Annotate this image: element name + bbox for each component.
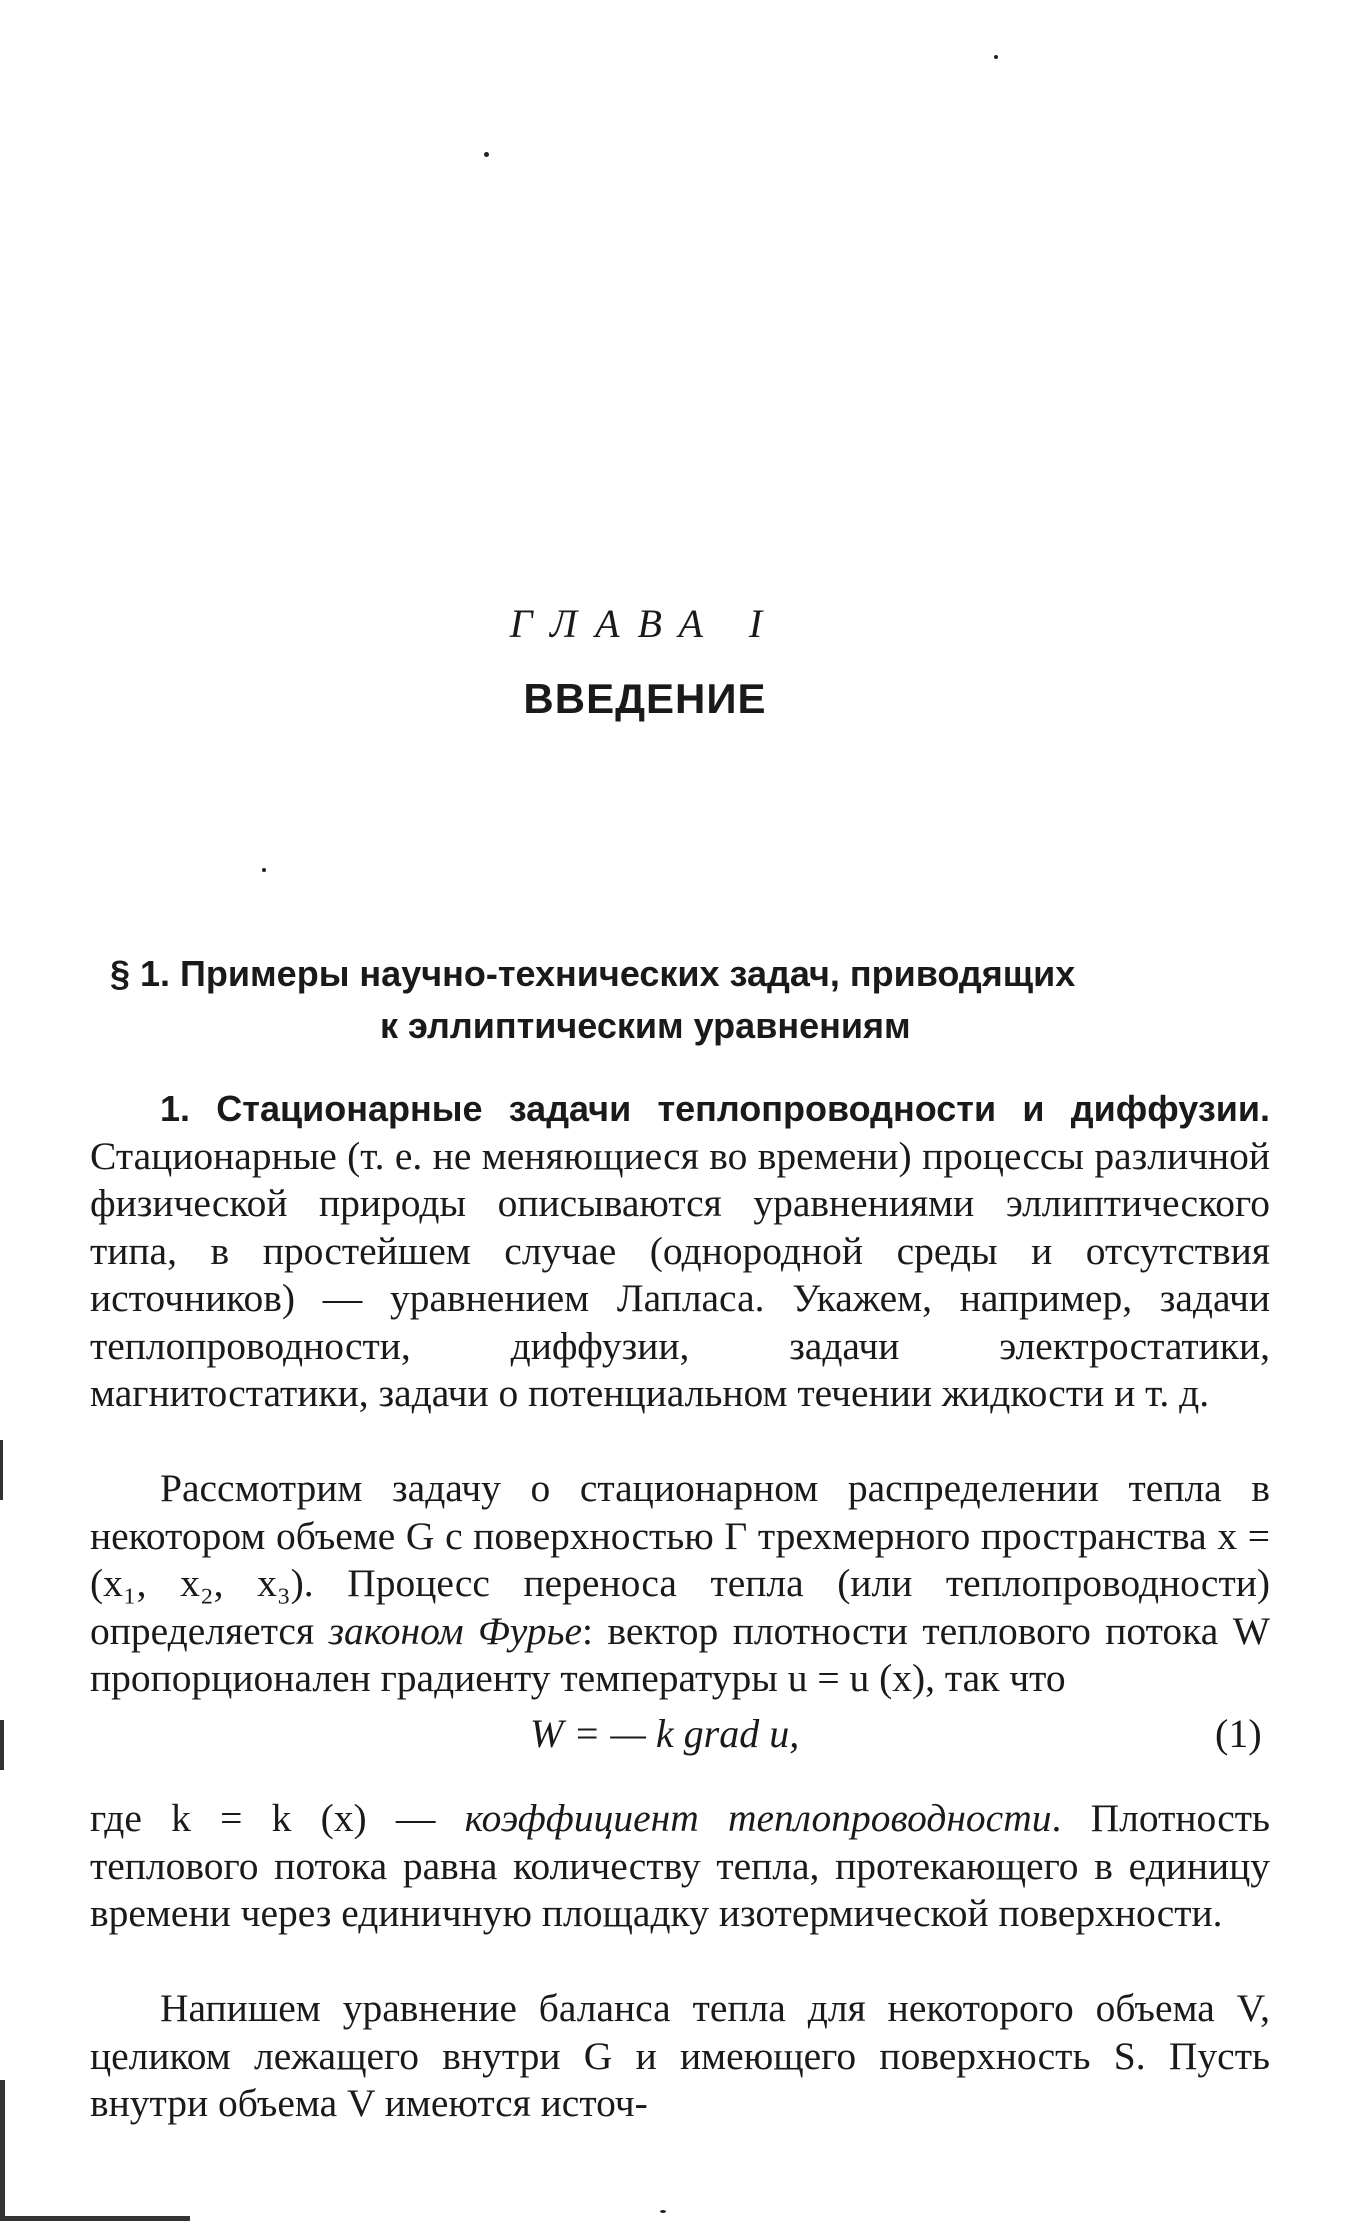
- paragraph-4-text: Напишем уравнение баланса тепла для некоторого объема V, целиком лежащего внутри G и имеющего поверхность S. Пусть внутри объема V имеются источ-: [90, 1986, 1270, 2125]
- scan-edge-mark: [0, 2216, 190, 2221]
- conductivity-term: коэффициент теплопроводности: [464, 1796, 1052, 1840]
- scan-speck: [994, 55, 998, 59]
- scan-edge-mark: [0, 1720, 4, 1770]
- subsection-heading: 1. Стационарные задачи теплопроводности и диффузии.: [160, 1088, 1270, 1129]
- paragraph-1-text: Стационарные (т. е. не меняющиеся во времени) процессы различной физической природы описываются уравнениями эллиптического типа, в простейшем случае (однородной среды и отсутствия источников) — уравнением Лапласа. Укажем, например, задачи теплопроводности, диффузии, задачи электростатики, магнитостатики, задачи о потенциальном течении жидкости и т. д.: [90, 1133, 1270, 1415]
- formula-1: [0, 1710, 1369, 1765]
- paragraph-3-text-a: где k = k (x) —: [90, 1796, 465, 1840]
- formula-number: (1): [1215, 1711, 1262, 1756]
- section-heading-line1: § 1. Примеры научно-технических задач, приводящих: [110, 953, 1076, 994]
- paragraph-3: [90, 1795, 1270, 1938]
- paragraph-2: [90, 1465, 1270, 1703]
- paragraph-4: [90, 1985, 1270, 2128]
- scan-speck: [484, 152, 489, 157]
- section-heading: [110, 948, 1290, 1052]
- scan-edge-mark: [0, 1440, 3, 1500]
- chapter-label: ГЛАВА I: [509, 601, 781, 646]
- paragraph-2-text-a: Рассмотрим задачу о стационарном распределении тепла в некотором объеме G с поверхностью Γ трехмерного пространства x = (x₁, x₂, x₃). Процесс переноса тепла (или теплопроводности) определяется: [90, 1466, 1270, 1653]
- scan-edge-mark: [0, 2080, 5, 2220]
- chapter-title: ВВЕДЕНИЕ: [523, 675, 767, 722]
- section-heading-line2: к эллиптическим уравнениям: [380, 1005, 911, 1046]
- scan-speck: [262, 868, 266, 872]
- paragraph-3-text-b: . Плотность теплового потока равна количеству тепла, протекающего в единицу времени через единичную площадку изотермической поверхности.: [90, 1796, 1271, 1935]
- paragraph-1: [90, 1085, 1270, 1418]
- formula-expression: W = — k grad u,: [530, 1711, 800, 1756]
- scan-speck: [660, 2210, 666, 2213]
- fourier-law-term: законом Фурье: [328, 1608, 583, 1653]
- paragraph-2-text-b: : вектор плотности теплового потока W пропорционален градиенту температуры u = u (x), так что: [90, 1608, 1270, 1700]
